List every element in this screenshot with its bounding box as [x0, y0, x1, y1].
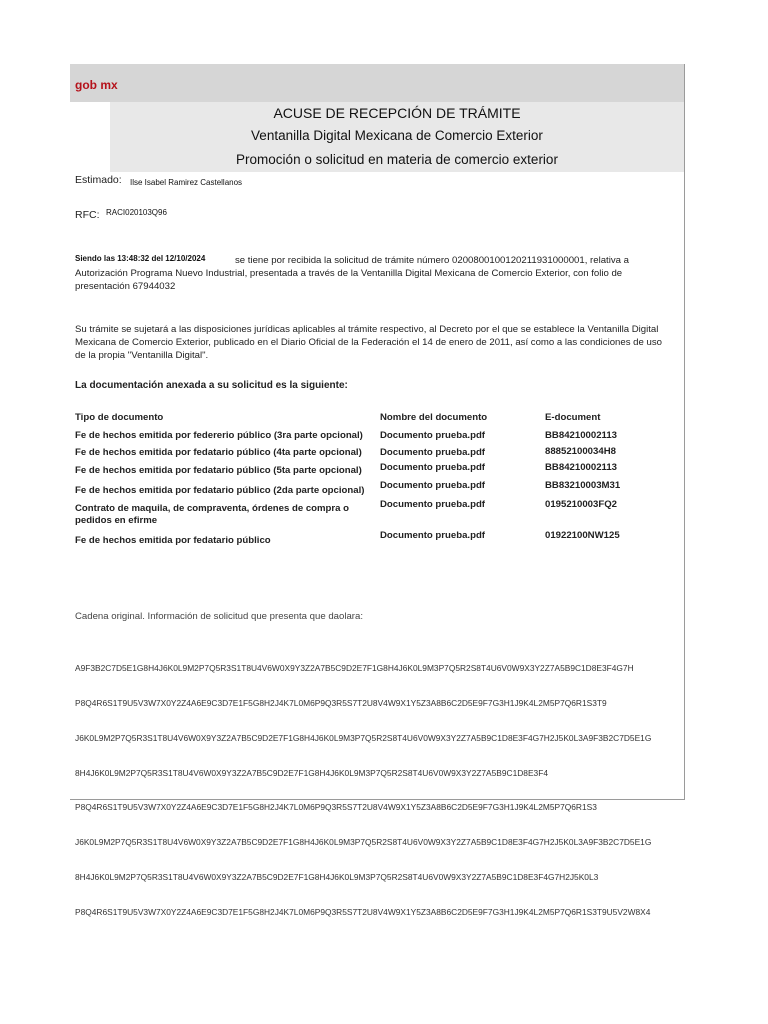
doc-tipo: Contrato de maquila, de compraventa, órdenes de compra o pedidos en efirme — [75, 503, 350, 526]
receipt-line-3: presentación 67944032 — [75, 281, 176, 292]
doc-nombre: Documento prueba.pdf — [380, 430, 485, 441]
legal-line-2: Mexicana de Comercio Exterior, publicado en el Diario Oficial de la Federación el 14 de enero de 2011, así como a las condiciones de uso — [75, 337, 662, 348]
cadena-line: P8Q4R6S1T9U5V3W7X0Y2Z4A6E9C3D7E1F5G8H2J4K7L0M6P9Q3R5S7T2U8V4W9X1Y5Z3A8B6C2D5E9F7G3H1J9K4L2M5P7Q6R1S3T9U5V2W8X4 — [75, 906, 651, 917]
doc-nombre: Documento prueba.pdf — [380, 499, 485, 510]
doc-nombre: Documento prueba.pdf — [380, 480, 485, 491]
doc-edoc: 01922100NW125 — [545, 530, 620, 541]
doc-tipo: Fe de hechos emitida por fedatario público (4ta parte opcional) — [75, 447, 362, 458]
documents-heading: La documentación anexada a su solicitud es la siguiente: — [75, 380, 348, 391]
receipt-line-1: se tiene por recibida la solicitud de trámite número 0200800100120211931000001, relativa a — [235, 255, 629, 266]
cadena-line: J6K0L9M2P7Q5R3S1T8U4V6W0X9Y3Z2A7B5C9D2E7F1G8H4J6K0L9M3P7Q5R2S8T4U6V0W9X3Y2Z7A5B9C1D8E3F4G7H2J5K0L3A9F3B2C7D5E1G — [75, 837, 652, 848]
doc-edoc: 0195210003FQ2 — [545, 499, 618, 510]
gob-header-bar — [70, 64, 684, 102]
cadena-line: 8H4J6K0L9M2P7Q5R3S1T8U4V6W0X9Y3Z2A7B5C9D2E7F1G8H4J6K0L9M3P7Q5R2S8T4U6V0W9X3Y2Z7A5B9C1D8E3F4G7H2J5K0L3 — [75, 871, 599, 882]
cadena-label: Cadena original. Información de solicitud que presenta que daolara: — [75, 611, 363, 622]
cadena-original — [75, 640, 683, 941]
cadena-line: 8H4J6K0L9M2P7Q5R3S1T8U4V6W0X9Y3Z2A7B5C9D2E7F1G8H4J6K0L9M3P7Q5R2S8T4U6V0W9X3Y2Z7A5B9C1D8E3F4 — [75, 767, 548, 778]
col-header-tipo: Tipo de documento — [75, 412, 164, 423]
document-title: ACUSE DE RECEPCIÓN DE TRÁMITE — [273, 105, 521, 121]
cadena-line: A9F3B2C7D5E1G8H4J6K0L9M2P7Q5R3S1T8U4V6W0X9Y3Z2A7B5C9D2E7F1G8H4J6K0L9M3P7Q5R2S8T4U6V0W9X3Y2Z7A5B9C1D8E3F4G7H — [75, 663, 634, 674]
acuse-document — [70, 64, 685, 917]
doc-tipo: Fe de hechos emitida por fedatario público (2da parte opcional) — [75, 485, 365, 496]
title-block — [110, 102, 684, 172]
receipt-line-2: Autorización Programa Nuevo Industrial, presentada a través de la Ventanilla Digital Mexicana de Comercio Exterior, con folio de — [75, 268, 623, 279]
recipient-name: Ilse Isabel Ramirez Castellanos — [130, 178, 243, 187]
rfc-value: RACI020103Q96 — [106, 208, 167, 217]
estimado-label: Estimado: — [75, 174, 122, 186]
doc-nombre: Documento prueba.pdf — [380, 530, 485, 541]
doc-nombre: Documento prueba.pdf — [380, 447, 485, 458]
legal-line-3: de la propia "Ventanilla Digital". — [75, 350, 209, 361]
rfc-label: RFC: — [75, 209, 100, 221]
receipt-timestamp: Siendo las 13:48:32 del 12/10/2024 — [75, 254, 206, 263]
cadena-line: J6K0L9M2P7Q5R3S1T8U4V6W0X9Y3Z2A7B5C9D2E7F1G8H4J6K0L9M3P7Q5R2S8T4U6V0W9X3Y2Z7A5B9C1D8E3F4G7H2J5K0L3A9F3B2C7D5E1G — [75, 732, 652, 743]
doc-tipo: Fe de hechos emitida por fedatario público (5ta parte opcional) — [75, 465, 362, 476]
cadena-line: P8Q4R6S1T9U5V3W7X0Y2Z4A6E9C3D7E1F5G8H2J4K7L0M6P9Q3R5S7T2U8V4W9X1Y5Z3A8B6C2D5E9F7G3H1J9K4L2M5P7Q6R1S3T9 — [75, 697, 607, 708]
document-subtitle-2: Promoción o solicitud en materia de comercio exterior — [236, 152, 558, 167]
doc-edoc: BB83210003M31 — [545, 480, 621, 491]
cadena-line: P8Q4R6S1T9U5V3W7X0Y2Z4A6E9C3D7E1F5G8H2J4K7L0M6P9Q3R5S7T2U8V4W9X1Y5Z3A8B6C2D5E9F7G3H1J9K4L2M5P7Q6R1S3 — [75, 802, 597, 813]
doc-nombre: Documento prueba.pdf — [380, 462, 485, 473]
doc-edoc: 88852100034H8 — [545, 446, 616, 457]
col-header-edoc: E-document — [545, 412, 601, 423]
doc-tipo: Fe de hechos emitida por federerio público (3ra parte opcional) — [75, 430, 363, 441]
doc-edoc: BB84210002113 — [545, 462, 618, 473]
doc-edoc: BB84210002113 — [545, 430, 618, 441]
col-header-nombre: Nombre del documento — [380, 412, 488, 423]
gob-mx-logo: gob mx — [75, 78, 118, 92]
document-subtitle-1: Ventanilla Digital Mexicana de Comercio Exterior — [251, 128, 543, 143]
legal-line-1: Su trámite se sujetará a las disposiciones jurídicas aplicables al trámite respectivo, al Decreto por el que se establece la Ventanilla Digital — [75, 324, 659, 335]
doc-tipo: Fe de hechos emitida por fedatario público — [75, 535, 271, 546]
